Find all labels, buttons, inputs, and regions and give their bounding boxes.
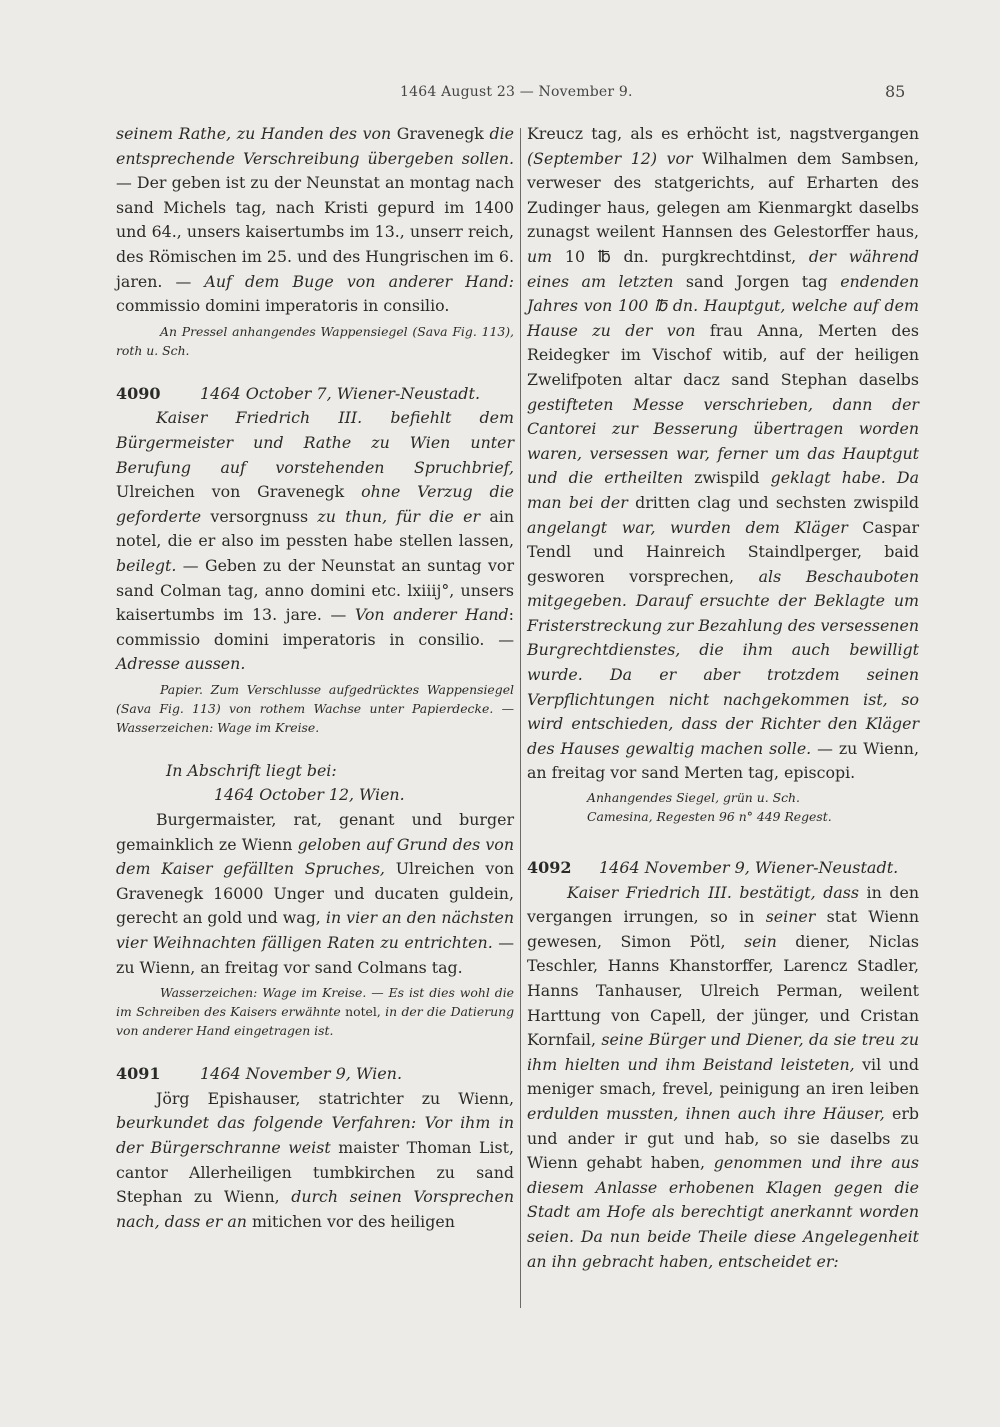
text-run: vil und meniger smach, frevel, peinigung an iren leiben [527,1054,919,1099]
text-run: in der die Datierung von anderer Hand eingetragen ist. [116,1004,515,1039]
continuation-paragraph [116,122,514,319]
text-run: versorgnuss [201,506,318,526]
text-run: seine Bürger und Diener, da sie treu zu ihm hielten und ihm Beistand leisteten, [527,1030,919,1074]
text-run: maister Thoman List, cantor Allerheiligen tumbkirchen zu sand Stephan zu Wienn, [116,1138,514,1207]
reference-note: Camesina, Regesten 96 n° 449 Regest. [587,809,832,825]
text-run: zu thun, für die er [317,506,481,526]
text-run: in den vergangen irrungen, so in [527,882,919,927]
entry-heading-4091 [116,1062,514,1087]
text-run: mitichen vor des heiligen [246,1211,455,1231]
text-run: Kreucz tag, als es erhöcht ist, nagstvergangen [527,124,919,143]
text-run: zwispild [683,468,771,488]
entry-number: 4091 [116,1064,161,1084]
abschrift-note [116,983,514,1040]
abschrift-date: 1464 October 12, Wien. [214,785,405,805]
text-run: Kaiser Friedrich III. bestätigt, dass [567,882,859,902]
text-run: — Der geben ist zu der Neunstat an montag nach sand Michels tag, nach Kristi gepurd im 1400 und 64., unsers kaisertumbs im 13., unserr reich, des Römischen im 25. und des Hungrischen im 6. jaren. — [116,173,514,291]
text-run: Von anderer Hand [354,605,509,625]
text-run: stat Wienn gewesen, Simon Pötl, [527,907,919,951]
entry-body-4092 [527,881,919,1275]
text-run: Burgermaister, rat, genant und burger gemainklich ze Wienn [116,810,514,854]
text-run: sein [744,931,777,951]
entry-body-4090 [116,406,514,677]
text-run: Wasserzeichen: Wage im Kreise. — Es ist dies wohl die im Schreiben des Kaisers erwähnte [116,985,514,1020]
abschrift-label: In Abschrift liegt bei: [166,760,337,780]
text-run: seinem Rathe, zu Handen des von [116,124,392,143]
text-run: beilegt. [116,555,177,575]
entry-heading-4092 [527,856,919,881]
abschrift-body [116,808,514,980]
entry-note-4090: Papier. Zum Verschlusse aufgedrücktes Wappensiegel (Sava Fig. 113) von rothem Wachse unter Papierdecke. — Wasserzeichen: Wage im Kreise. [116,681,514,735]
text-run: dritten clag und sechsten zwispild [627,492,920,512]
text-run: in vier an den nächsten vier Weihnachten fälligen Raten zu entrichten. [116,908,514,953]
text-run: Jörg Epishauser, statrichter zu Wienn, [156,1088,514,1108]
entry-date: 1464 November 9, Wien. [200,1064,403,1084]
text-run: ain notel, die er also im pessten habe stellen lassen, [116,506,514,551]
left-column [116,122,514,1407]
text-run: genommen und ihre aus diesem Anlasse erhobenen Klagen gegen die Stadt am Hofe als berechtigt anerkannt worden seien. Da nun beide Theile diese Angelegenheit an ihn gebracht haben, entscheidet er: [527,1153,919,1271]
text-run: (September 12) vor [527,148,693,168]
text-run: notel, [340,1004,386,1020]
text-run: frau Anna, Merten des Reidegker im Vischof witib, auf der heiligen Zwelifpoten altar dacz sand Stephan daselbs [527,320,919,389]
entry-body-4091-continued [527,122,919,786]
text-run: als Beschauboten mitgegeben. Darauf ersuchte der Beklagte um Fristerstreckung zur Bezahlung des versessenen Burgrechtdienstes, die ihm auch bewilligt wurde. Da er aber trotzdem seinen Verpflichtungen nicht nachgekommen ist, so wird entschieden, dass der Richter den Kläger des Hauses gewaltig machen solle. [527,566,919,758]
text-run: : commissio domini imperatoris in consilio. — [116,605,514,649]
text-run: — Geben zu der Neunstat an suntag vor sand Colman tag, anno domini etc. lxiiij°, unsers kaisertumbs im 13. jare. — [116,555,514,625]
text-run: ohne Verzug die geforderte [116,482,515,526]
seal-note: An Pressel anhangendes Wappensiegel (Sava Fig. 113), roth u. Sch. [116,323,514,358]
text-run: Caspar Tendl und Hainreich Staindlperger, baid gesworen vorsprechen, [527,517,919,586]
text-run: erdulden mussten, ihnen auch ihre Häuser, [527,1103,885,1123]
text-run: um [527,246,553,266]
text-run: diener, Niclas Teschler, Hanns Khanstorffer, Larencz Stadler, Hanns Tanhauser, Ulreich Perman, weilent Harttung von Capell, der jünger, und Cristan Kornfail, [527,931,919,1050]
right-column [527,122,919,1407]
text-run: Auf dem Buge von anderer Hand: [204,271,514,291]
entry-heading-4090 [116,382,514,407]
text-run: Wilhalmen dem Sambsen, verweser des statgerichts, auf Erharten des Zudinger haus, gelegen am Kienmargkt daselbs zunagst weilent Hannsen des Gelestorffer haus, [527,148,919,242]
text-run: Ulreichen von Gravenegk [116,482,362,502]
text-run: Kaiser Friedrich III. befiehlt dem Bürgermeister und Rathe zu Wien unter Berufung auf vorstehenden Spruchbrief, [116,408,514,477]
seal-note: Anhangendes Siegel, grün u. Sch. [587,790,800,806]
entry-date: 1464 October 7, Wiener-Neustadt. [200,383,481,403]
text-run: Adresse aussen. [116,654,246,674]
running-title: 1464 August 23 — November 9. [400,84,633,100]
text-run: seiner [765,907,816,927]
text-run: Gravenegk [391,124,490,143]
entry-number: 4090 [116,383,161,403]
page-number: 85 [885,82,906,101]
text-run: commissio domini imperatoris in consilio. [116,296,450,316]
text-run: — zu Wienn, an freitag vor sand Colmans tag. [116,933,514,977]
text-run: gestifteten Messe verschrieben, dann der Cantorei zur Besserung übertragen worden waren, versessen war, ferner um das Hauptgut und die ertheilten [527,394,919,488]
text-run: geklagt habe. Da man bei der [527,468,920,512]
text-run: der während eines am letzten [527,246,919,291]
text-run: endenden Jahres von 100 ℔ dn. Hauptgut, welche auf dem Hause zu der von [527,271,919,340]
text-run: die entsprechende Verschreibung übergeben sollen. [116,124,514,168]
text-run: Ulreichen von Gravenegk 16000 Unger und ducaten guldein, gerecht an gold und wag, [116,859,515,928]
text-run: erb und ander ir gut und hab, so sie daselbs zu Wienn gehabt haben, [527,1103,919,1173]
entry-date: 1464 November 9, Wiener-Neustadt. [599,858,899,878]
column-divider [520,128,521,1308]
text-run: 10 ℔ dn. purgkrechtdinst, [552,246,809,266]
text-run: durch seinen Vorsprechen nach, dass er an [116,1187,514,1231]
text-run: — zu Wienn, an freitag vor sand Merten tag, episcopi. [527,738,919,783]
entry-number: 4092 [527,858,572,878]
text-run: angelangt war, wurden dem Kläger [527,517,848,537]
entry-body-4091 [116,1087,514,1235]
running-head [0,84,1000,108]
text-run: beurkundet das folgende Verfahren: Vor ihm in der Bürgerschranne weist [116,1113,514,1157]
text-run: geloben auf Grund des von dem Kaiser gefällten Spruches, [116,834,514,879]
text-run: sand Jorgen tag [673,271,841,291]
